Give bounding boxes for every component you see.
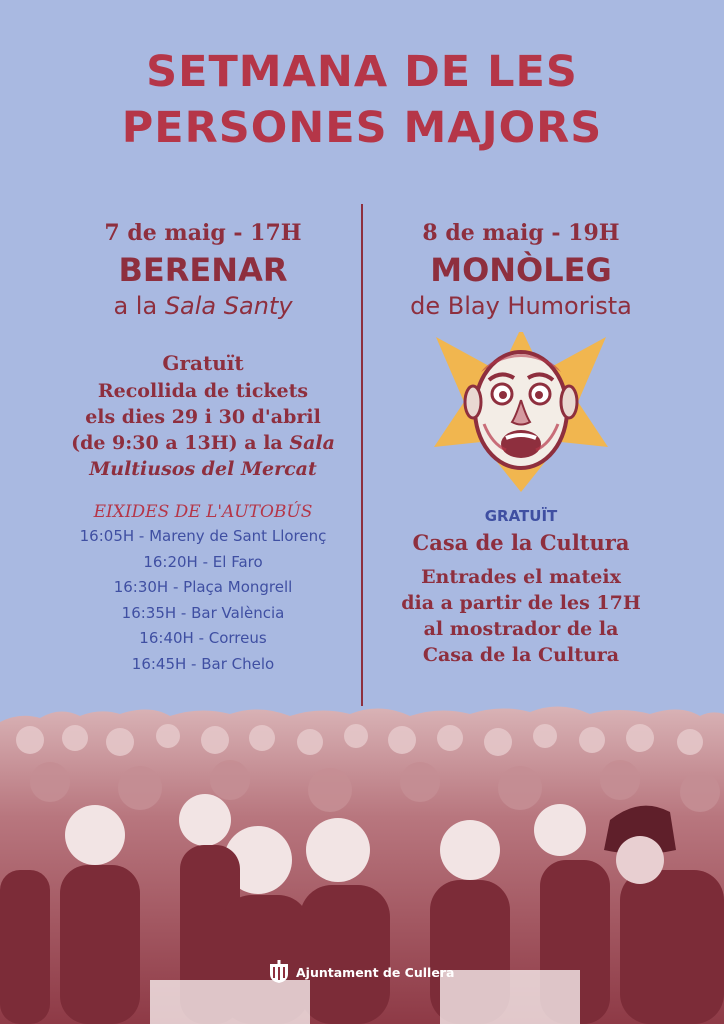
entry-line-4: Casa de la Cultura bbox=[422, 644, 620, 666]
footer-org-name: Ajuntament de Cullera bbox=[296, 964, 455, 980]
left-event-subtitle bbox=[38, 290, 368, 322]
left-ticket-info bbox=[38, 378, 368, 482]
right-venue: Casa de la Cultura bbox=[412, 530, 630, 555]
ticket-line-1: Recollida de tickets bbox=[97, 380, 309, 402]
ticket-line-2: els dies 29 i 30 d'abril bbox=[85, 406, 321, 428]
ticket-line-4-text: Multiusos del Mercat bbox=[89, 458, 317, 480]
bus-stop: 16:20H - El Faro bbox=[143, 552, 263, 571]
comedian-face-illustration bbox=[356, 332, 686, 492]
bus-stop: 16:40H - Correus bbox=[139, 629, 267, 647]
bus-stop: 16:35H - Bar València bbox=[121, 603, 285, 622]
ticket-line-3-venue: Sala bbox=[289, 432, 335, 454]
poster-title bbox=[0, 44, 724, 156]
title-line-1: SETMANA DE LES bbox=[146, 47, 578, 97]
left-free-label: Gratuït bbox=[162, 351, 244, 375]
bus-stop-list bbox=[38, 524, 368, 677]
entry-line-3: al mostrador de la bbox=[423, 618, 619, 640]
ticket-line-3 bbox=[38, 430, 368, 456]
right-event-subtitle: de Blay Humorista bbox=[410, 292, 632, 320]
right-free-label: GRATUÏT bbox=[484, 507, 558, 525]
bus-stop: 16:05H - Mareny de Sant Llorenç bbox=[79, 527, 327, 545]
left-date: 7 de maig - 17H bbox=[104, 220, 302, 246]
bus-stop: 16:30H - Plaça Mongrell bbox=[113, 578, 293, 596]
right-column bbox=[356, 216, 686, 668]
ticket-line-3-prefix: (de 9:30 a 13H) a la bbox=[71, 432, 290, 454]
left-column bbox=[38, 216, 368, 677]
right-entry-info bbox=[356, 564, 686, 668]
ticket-line-4 bbox=[38, 456, 368, 482]
right-event-title: MONÒLEG bbox=[430, 251, 612, 289]
bus-title: EIXIDES DE L'AUTOBÚS bbox=[93, 502, 313, 522]
bus-stop: 16:45H - Bar Chelo bbox=[131, 654, 275, 673]
right-date: 8 de maig - 19H bbox=[422, 220, 620, 246]
entry-line-2: dia a partir de les 17H bbox=[401, 592, 641, 614]
entry-line-1: Entrades el mateix bbox=[421, 566, 621, 588]
left-event-title: BERENAR bbox=[118, 251, 288, 289]
left-sub-venue: Sala Santy bbox=[164, 292, 293, 320]
title-line-2: PERSONES MAJORS bbox=[121, 103, 603, 153]
comedian-face-icon bbox=[356, 332, 686, 492]
cullera-shield-icon bbox=[268, 960, 290, 984]
footer-logo bbox=[268, 960, 454, 984]
left-sub-prefix: a la bbox=[113, 292, 165, 320]
